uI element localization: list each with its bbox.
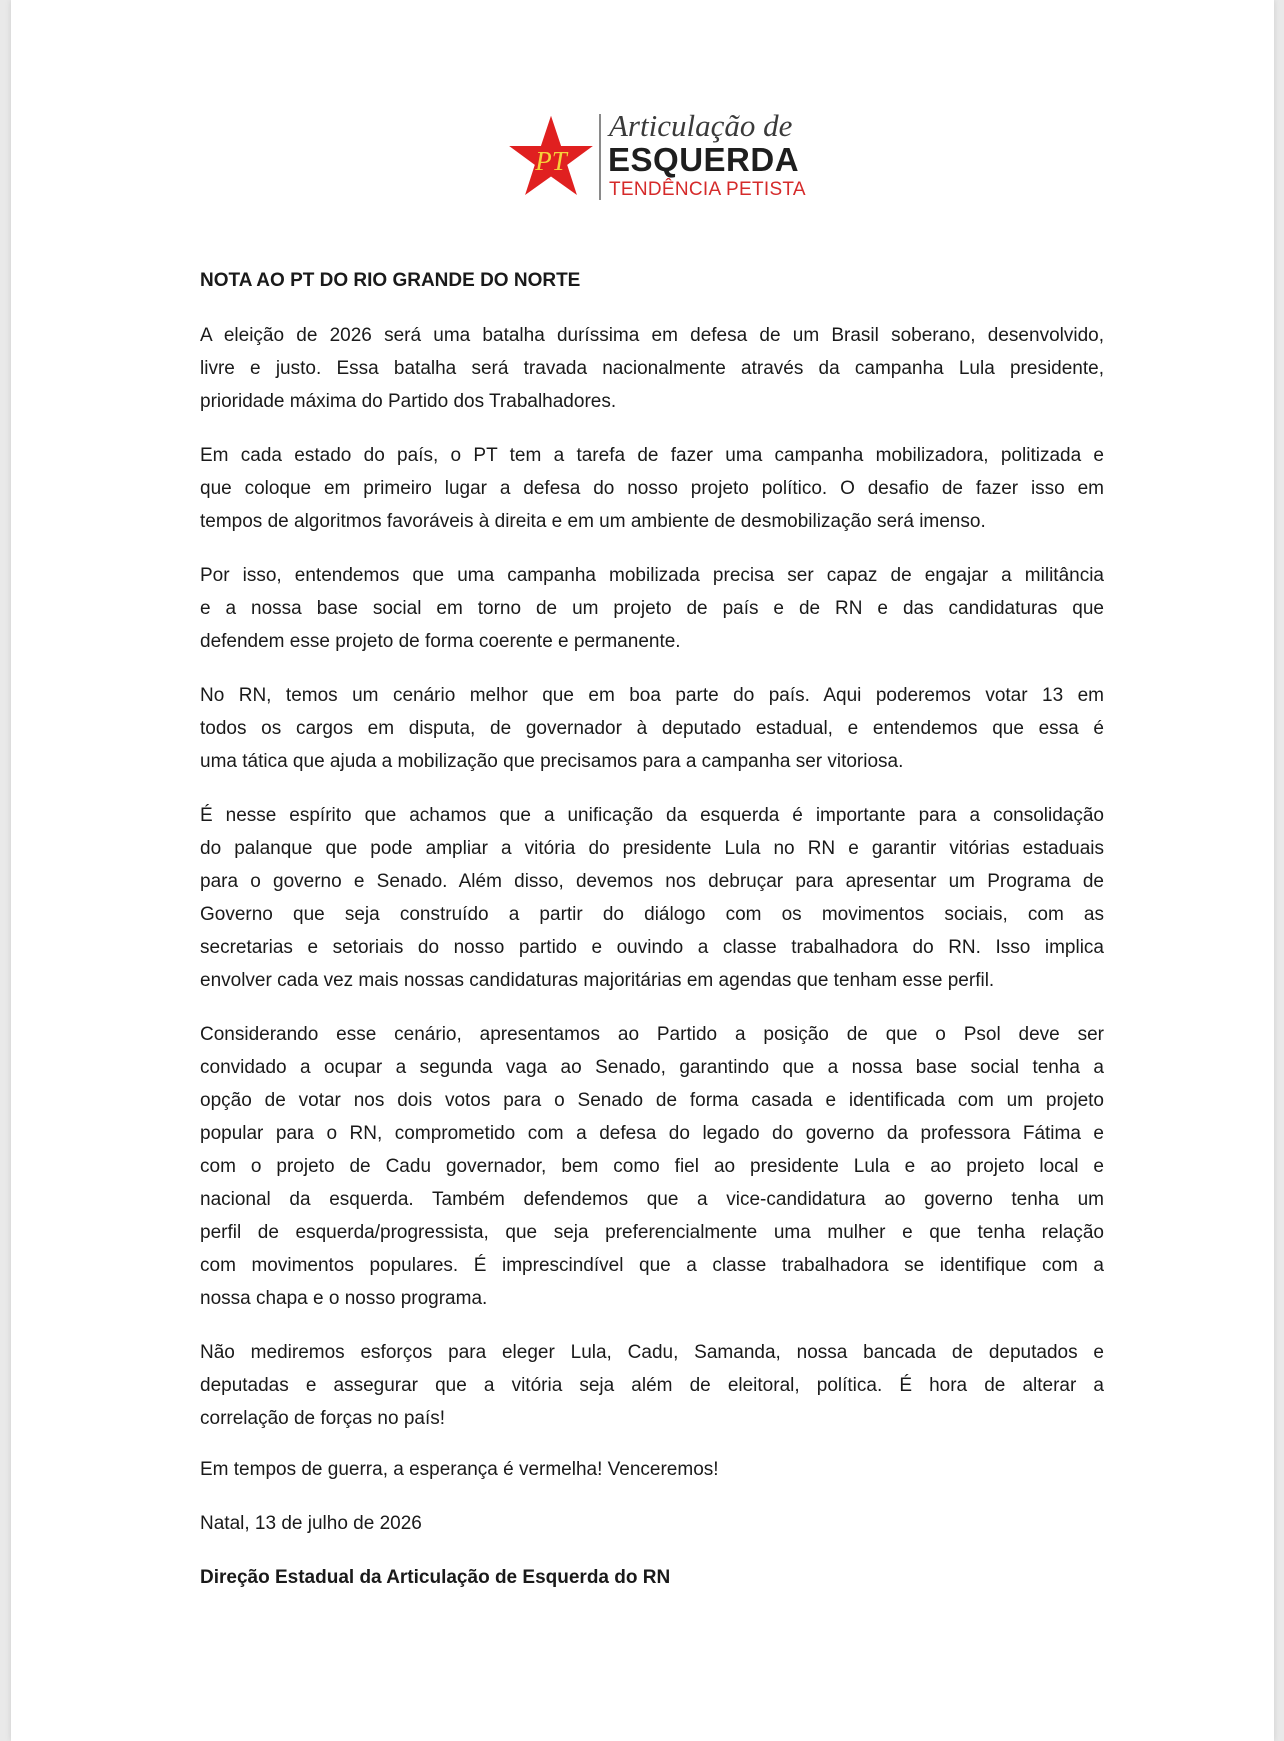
paragraph (200, 559, 1104, 658)
paragraph (200, 319, 1104, 418)
document-body (200, 267, 1104, 1592)
paragraph-line: convidado a ocupar a segunda vaga ao Senado, garantindo que a nossa base social tenha a (200, 1057, 1104, 1078)
closing-line: Em tempos de guerra, a esperança é vermelha! Venceremos! (200, 1459, 719, 1480)
paragraph-line: todos os cargos em disputa, de governador à deputado estadual, e entendemos que essa é (200, 718, 1104, 739)
logo-text-tendencia: TENDÊNCIA PETISTA (609, 179, 806, 200)
paragraph-line: perfil de esquerda/progressista, que seja preferencialmente uma mulher e que tenha relação (200, 1222, 1104, 1243)
paragraph-line: uma tática que ajuda a mobilização que precisamos para a campanha ser vitoriosa. (200, 751, 904, 772)
document-title: NOTA AO PT DO RIO GRANDE DO NORTE (200, 270, 581, 291)
paragraph-line: que coloque em primeiro lugar a defesa do nosso projeto político. O desafio de fazer isso em (200, 478, 1104, 499)
paragraph-line: defendem esse projeto de forma coerente e permanente. (200, 631, 681, 652)
paragraph-line: No RN, temos um cenário melhor que em boa parte do país. Aqui poderemos votar 13 em (200, 685, 1104, 706)
paragraph-line: do palanque que pode ampliar a vitória do presidente Lula no RN e garantir vitórias estaduais (200, 838, 1104, 859)
paragraph-line: A eleição de 2026 será uma batalha duríssima em defesa de um Brasil soberano, desenvolvido, (200, 325, 1104, 346)
paragraph-line: tempos de algoritmos favoráveis à direita e em um ambiente de desmobilização será imenso. (200, 511, 986, 532)
paragraph-line: para o governo e Senado. Além disso, devemos nos debruçar para apresentar um Programa de (200, 871, 1104, 892)
pt-star-icon (506, 114, 596, 204)
paragraph-list (200, 319, 1104, 1435)
document-page (11, 0, 1274, 1741)
logo-divider (599, 114, 601, 200)
paragraph-line: deputadas e assegurar que a vitória seja além de eleitoral, política. É hora de alterar a (200, 1375, 1104, 1396)
svg-text:PT: PT (535, 145, 567, 176)
paragraph-line: envolver cada vez mais nossas candidaturas majoritárias em agendas que tenham esse perfil. (200, 970, 995, 991)
paragraph (200, 439, 1104, 538)
paragraph-line: Por isso, entendemos que uma campanha mobilizada precisa ser capaz de engajar a militância (200, 565, 1104, 586)
paragraph-line: correlação de forças no país! (200, 1408, 446, 1429)
paragraph (200, 1018, 1104, 1315)
paragraph-line: com movimentos populares. É imprescindível que a classe trabalhadora se identifique com a (200, 1255, 1104, 1276)
paragraph-line: Em cada estado do país, o PT tem a tarefa de fazer uma campanha mobilizadora, politizada e (200, 445, 1104, 466)
paragraph-line: secretarias e setoriais do nosso partido e ouvindo a classe trabalhadora do RN. Isso implica (200, 937, 1104, 958)
paragraph-line: Governo que seja construído a partir do diálogo com os movimentos sociais, com as (200, 904, 1104, 925)
paragraph-line: livre e justo. Essa batalha será travada nacionalmente através da campanha Lula presidente, (200, 358, 1104, 379)
paragraph-line: nossa chapa e o nosso programa. (200, 1288, 488, 1309)
document-signature: Direção Estadual da Articulação de Esquerda do RN (200, 1567, 671, 1588)
paragraph (200, 799, 1104, 997)
organization-logo (506, 108, 806, 204)
paragraph-line: popular para o RN, comprometido com a defesa do legado do governo da professora Fátima e (200, 1123, 1104, 1144)
paragraph-line: Não mediremos esforços para eleger Lula, Cadu, Samanda, nossa bancada de deputados e (200, 1342, 1104, 1363)
paragraph-line: com o projeto de Cadu governador, bem como fiel ao presidente Lula e ao projeto local e (200, 1156, 1104, 1177)
document-date: Natal, 13 de julho de 2026 (200, 1513, 422, 1534)
paragraph-line: nacional da esquerda. Também defendemos que a vice-candidatura ao governo tenha um (200, 1189, 1104, 1210)
logo-text-esquerda: ESQUERDA (608, 141, 800, 178)
paragraph-line: prioridade máxima do Partido dos Trabalhadores. (200, 391, 617, 412)
paragraph (200, 679, 1104, 778)
paragraph-line: É nesse espírito que achamos que a unificação da esquerda é importante para a consolidação (200, 805, 1104, 826)
logo-text-articulacao: Articulação de (609, 108, 793, 143)
paragraph-line: Considerando esse cenário, apresentamos ao Partido a posição de que o Psol deve ser (200, 1024, 1104, 1045)
paragraph-line: e a nossa base social em torno de um projeto de país e de RN e das candidaturas que (200, 598, 1104, 619)
paragraph-line: opção de votar nos dois votos para o Senado de forma casada e identificada com um projeto (200, 1090, 1104, 1111)
paragraph (200, 1336, 1104, 1435)
